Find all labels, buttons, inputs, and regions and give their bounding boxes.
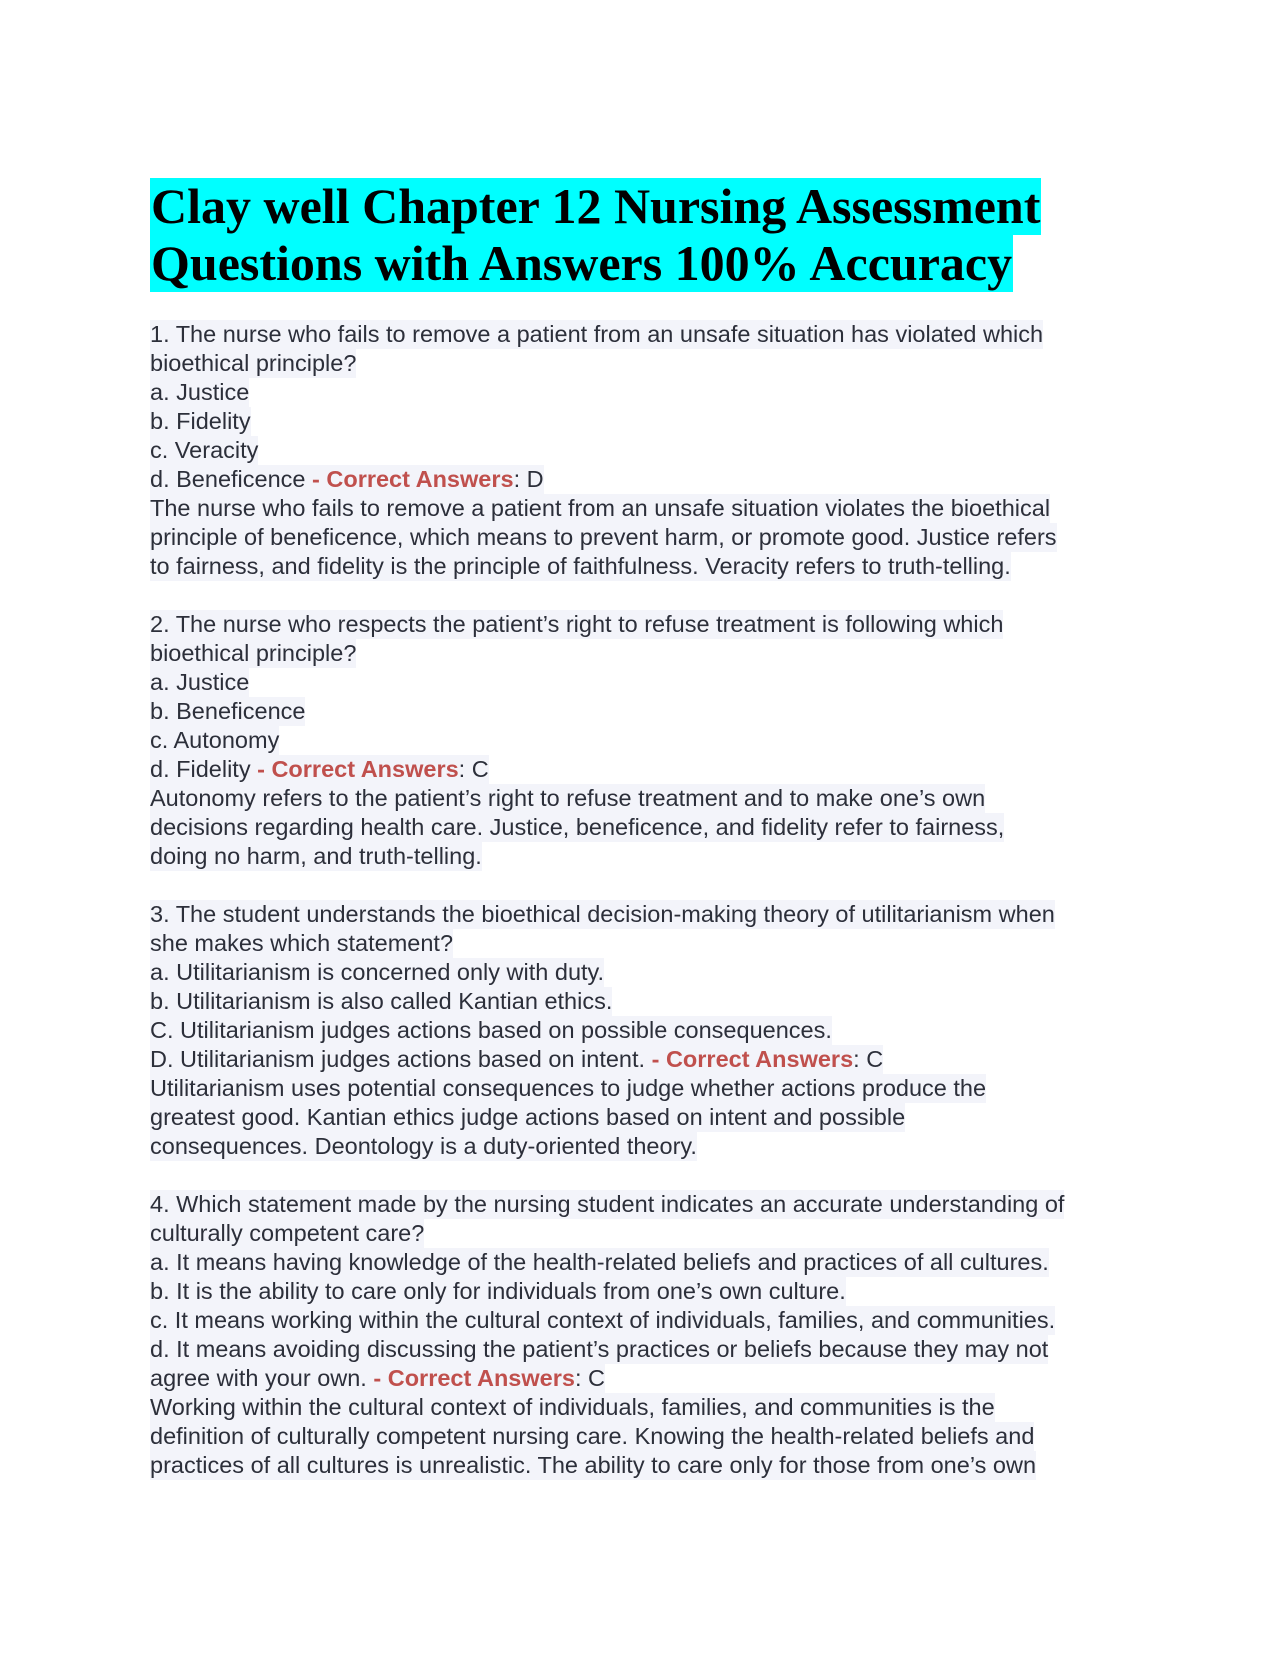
question-stem-line: 2. The nurse who respects the patient’s right to refuse treatment is following which <box>150 611 1004 637</box>
rationale-line: Autonomy refers to the patient’s right to refuse treatment and to make one’s own <box>150 785 986 811</box>
answer-option: C. Utilitarianism judges actions based on possible consequences. <box>150 1017 832 1043</box>
rationale-line: consequences. Deontology is a duty-oriented theory. <box>150 1133 697 1159</box>
rationale-line: The nurse who fails to remove a patient from an unsafe situation violates the bioethical <box>150 495 1051 521</box>
rationale-line: doing no harm, and truth-telling. <box>150 843 482 869</box>
rationale-line: Working within the cultural context of individuals, families, and communities is the <box>150 1394 995 1420</box>
answer-option: a. Justice <box>150 379 250 405</box>
question-stem-line: 1. The nurse who fails to remove a patient from an unsafe situation has violated which <box>150 321 1044 347</box>
answer-option-with-key <box>150 465 544 494</box>
question-list <box>150 320 1140 1480</box>
question-stem-line: bioethical principle? <box>150 640 357 666</box>
answer-option: a. Justice <box>150 669 250 695</box>
question-stem-line: culturally competent care? <box>150 1220 425 1246</box>
rationale-line: greatest good. Kantian ethics judge actions based on intent and possible <box>150 1104 906 1130</box>
question-block <box>150 900 1140 1161</box>
answer-option: d. It means avoiding discussing the patient’s practices or beliefs because they may not <box>150 1336 1049 1362</box>
title-line-2: Questions with Answers 100% Accuracy <box>151 235 1013 291</box>
answer-option: b. Utilitarianism is also called Kantian ethics. <box>150 988 613 1014</box>
document-page <box>150 178 1140 1509</box>
answer-key: : C <box>853 1046 884 1072</box>
document-title <box>150 178 1140 292</box>
answer-option: b. It is the ability to care only for individuals from one’s own culture. <box>150 1278 846 1304</box>
question-stem-line: 4. Which statement made by the nursing student indicates an accurate understanding of <box>150 1191 1065 1217</box>
title-line-1: Clay well Chapter 12 Nursing Assessment <box>151 178 1041 234</box>
rationale-line: decisions regarding health care. Justice, beneficence, and fidelity refer to fairness, <box>150 814 1005 840</box>
question-stem-line: she makes which statement? <box>150 930 454 956</box>
correct-answers-label: - Correct Answers <box>257 756 459 782</box>
answer-option-with-key <box>150 1364 605 1393</box>
answer-option: c. Autonomy <box>150 727 280 753</box>
rationale-line: principle of beneficence, which means to prevent harm, or promote good. Justice refers <box>150 524 1057 550</box>
answer-option: d. Fidelity <box>150 756 251 782</box>
answer-option: D. Utilitarianism judges actions based on intent. <box>150 1046 646 1072</box>
correct-answers-label: - Correct Answers <box>373 1365 575 1391</box>
rationale-line: practices of all cultures is unrealistic. The ability to care only for those from one’s own <box>150 1452 1037 1478</box>
rationale-line: definition of culturally competent nursing care. Knowing the health-related beliefs and <box>150 1423 1035 1449</box>
answer-option: c. Veracity <box>150 437 259 463</box>
question-block <box>150 610 1140 871</box>
answer-option-with-key <box>150 755 489 784</box>
answer-option: a. Utilitarianism is concerned only with duty. <box>150 959 605 985</box>
answer-key: : C <box>458 756 489 782</box>
answer-option-with-key <box>150 1045 883 1074</box>
answer-option: a. It means having knowledge of the health-related beliefs and practices of all cultures. <box>150 1249 1049 1275</box>
rationale-line: to fairness, and fidelity is the principle of faithfulness. Veracity refers to truth-telling. <box>150 553 1011 579</box>
question-stem-line: bioethical principle? <box>150 350 357 376</box>
correct-answers-label: - Correct Answers <box>312 466 514 492</box>
answer-option: d. Beneficence <box>150 466 306 492</box>
answer-option: b. Fidelity <box>150 408 251 434</box>
answer-key: : C <box>574 1365 605 1391</box>
rationale-line: Utilitarianism uses potential consequences to judge whether actions produce the <box>150 1075 987 1101</box>
correct-answers-label: - Correct Answers <box>651 1046 854 1072</box>
answer-option: c. It means working within the cultural context of individuals, families, and communities. <box>150 1307 1056 1333</box>
question-stem-line: 3. The student understands the bioethical decision-making theory of utilitarianism when <box>150 901 1055 927</box>
answer-option: agree with your own. <box>150 1365 367 1391</box>
answer-key: : D <box>513 466 544 492</box>
question-block <box>150 1190 1140 1480</box>
answer-option: b. Beneficence <box>150 698 306 724</box>
question-block <box>150 320 1140 581</box>
